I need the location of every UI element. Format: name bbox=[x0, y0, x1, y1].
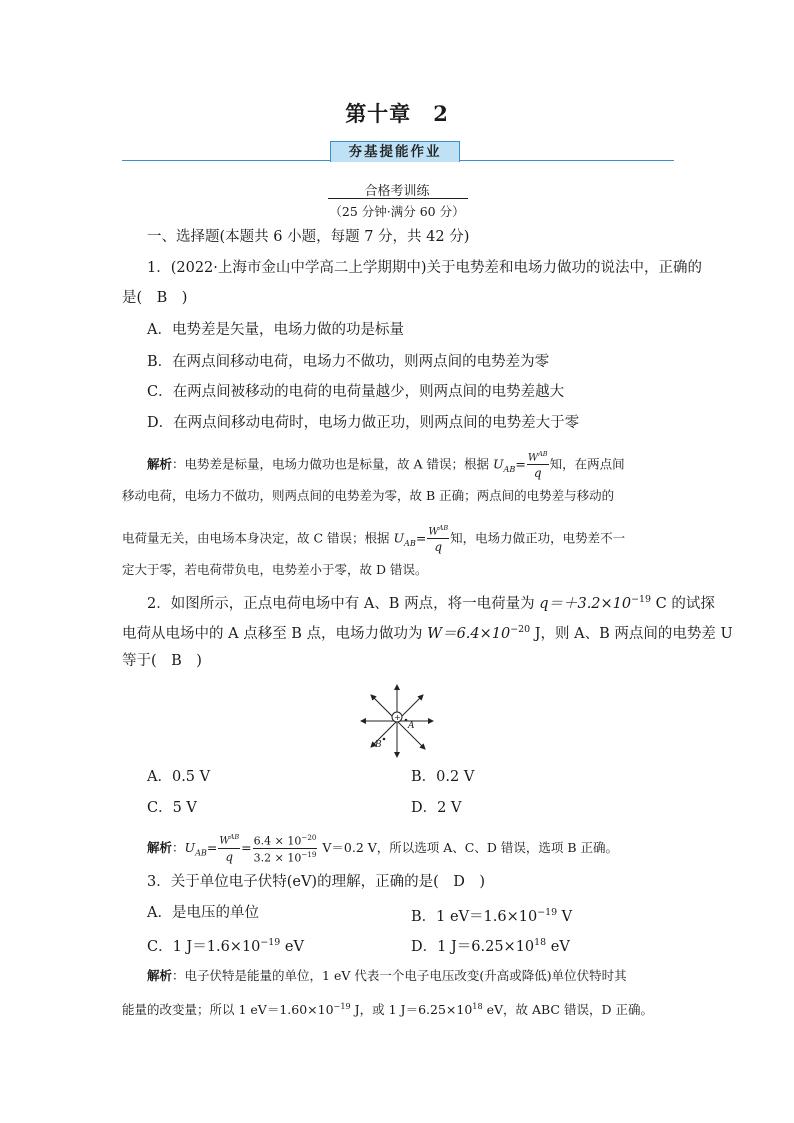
q1-stem-line2: 是( B ) bbox=[122, 290, 188, 306]
q3-option-a: A．是电压的单位 bbox=[147, 905, 259, 921]
q1-stem-line1: 1．(2022·上海市金山中学高二上学期期中)关于电势差和电场力做功的说法中，正确的 bbox=[147, 260, 703, 276]
svg-text:+: + bbox=[394, 713, 401, 722]
formula-fraction: $\frac{W^{AB}}{q}$ bbox=[219, 833, 240, 864]
q2-option-b: B．0.2 V bbox=[411, 769, 475, 785]
q1-explanation-line3: 电荷量无关，由电场本身决定，故 C 错误；根据 $U_{AB}=$ $\frac{W^{AB}}{q}$ 知，电场力做正功，电势差不一 bbox=[122, 524, 626, 555]
q1-explanation-line1: 解析：电势差是标量，电场力做功也是标量，故 A 错误；根据 $U_{AB}=$ $\frac{W^{AB}}{q}$ 知，在两点间 bbox=[147, 450, 625, 481]
q1-option-a: A．电势差是矢量，电场力做的功是标量 bbox=[147, 322, 404, 338]
q2-stem-line1: 2．如图所示，正点电荷电场中有 A、B 两点，将一电荷量为 $q=+3.2\times 10^{-19}$ C 的试探 bbox=[147, 594, 715, 612]
formula-fraction: $\frac{W^{AB}}{q}$ bbox=[428, 524, 449, 555]
q3-explanation-line1: 解析：电子伏特是能量的单位，1 eV 代表一个电子电压改变(升高或降低)单位伏特时其 bbox=[147, 968, 627, 983]
section-heading: 一、选择题(本题共 6 小题，每题 7 分，共 42 分) bbox=[147, 229, 470, 245]
subtitle-underline bbox=[328, 198, 468, 199]
q3-option-c: C．1 $J=1.6\times 10^{-19}$ eV bbox=[147, 937, 304, 955]
electric-field-diagram bbox=[359, 683, 435, 759]
explanation-label: 解析 bbox=[147, 456, 173, 472]
q3-option-d: D．1 $J=6.25\times 10^{18}$ eV bbox=[411, 937, 570, 955]
formula-fraction: $\frac{W^{AB}}{q}$ bbox=[527, 450, 548, 481]
q3-explanation-line2: 能量的改变量；所以 1 $eV=1.60\times 10^{-19}$ J，或 1 $J=6.25\times 10^{18}$ eV，故 ABC 错误，D 正确。 bbox=[122, 1001, 653, 1018]
chapter-title: 第十章 2 bbox=[345, 101, 449, 126]
section-banner: 夯基提能作业 bbox=[330, 141, 460, 162]
q2-option-c: C．5 V bbox=[147, 800, 197, 816]
numeric-fraction: $\frac{6.4 \times 10^{-20}}{3.2 \times 10^{-19}}$ bbox=[253, 833, 317, 865]
q1-option-d: D．在两点间移动电荷时，电场力做正功，则两点间的电势差大于零 bbox=[147, 415, 580, 431]
point-a-label: A bbox=[408, 721, 415, 731]
q2-option-d: D．2 V bbox=[411, 800, 462, 816]
q2-option-a: A．0.5 V bbox=[147, 769, 211, 785]
q1-explanation-line4: 定大于零，若电荷带负电，电势差小于零，故 D 错误。 bbox=[122, 562, 428, 577]
q3-option-b: B．1 $eV=1.6\times 10^{-19}$ V bbox=[411, 907, 573, 925]
q2-explanation: 解析：$U_{AB}=$ $\frac{W^{AB}}{q}$ = $\frac{6.4 \times 10^{-20}}{3.2 \times 10^{-19}}$ V＝0.2 V，所以选项 A、C、D 错误，选项 B 正确。 bbox=[147, 833, 618, 865]
explanation-label: 解析 bbox=[147, 968, 173, 983]
point-b-label: B bbox=[375, 740, 382, 750]
q1-option-c: C．在两点间被移动的电荷的电荷量越少，则两点间的电势差越大 bbox=[147, 384, 565, 400]
q2-stem-line2: 电荷从电场中的 A 点移至 B 点，电场力做功为 $W=6.4\times 10^{-20}$ J，则 A、B 两点间的电势差 U bbox=[122, 624, 733, 642]
explanation-label: 解析 bbox=[147, 840, 173, 856]
q1-explanation-line2: 移动电荷，电场力不做功，则两点间的电势差为零，故 B 正确；两点间的电势差与移动的 bbox=[122, 488, 615, 503]
time-note: （25 分钟·满分 60 分） bbox=[329, 204, 465, 219]
training-subtitle: 合格考训练 bbox=[364, 184, 430, 199]
q2-stem-line3: 等于( B ) bbox=[122, 653, 202, 669]
q1-option-b: B．在两点间移动电荷，电场力不做功，则两点间的电势差为零 bbox=[147, 354, 550, 370]
q3-stem: 3．关于单位电子伏特(eV)的理解，正确的是( D ) bbox=[147, 874, 486, 890]
